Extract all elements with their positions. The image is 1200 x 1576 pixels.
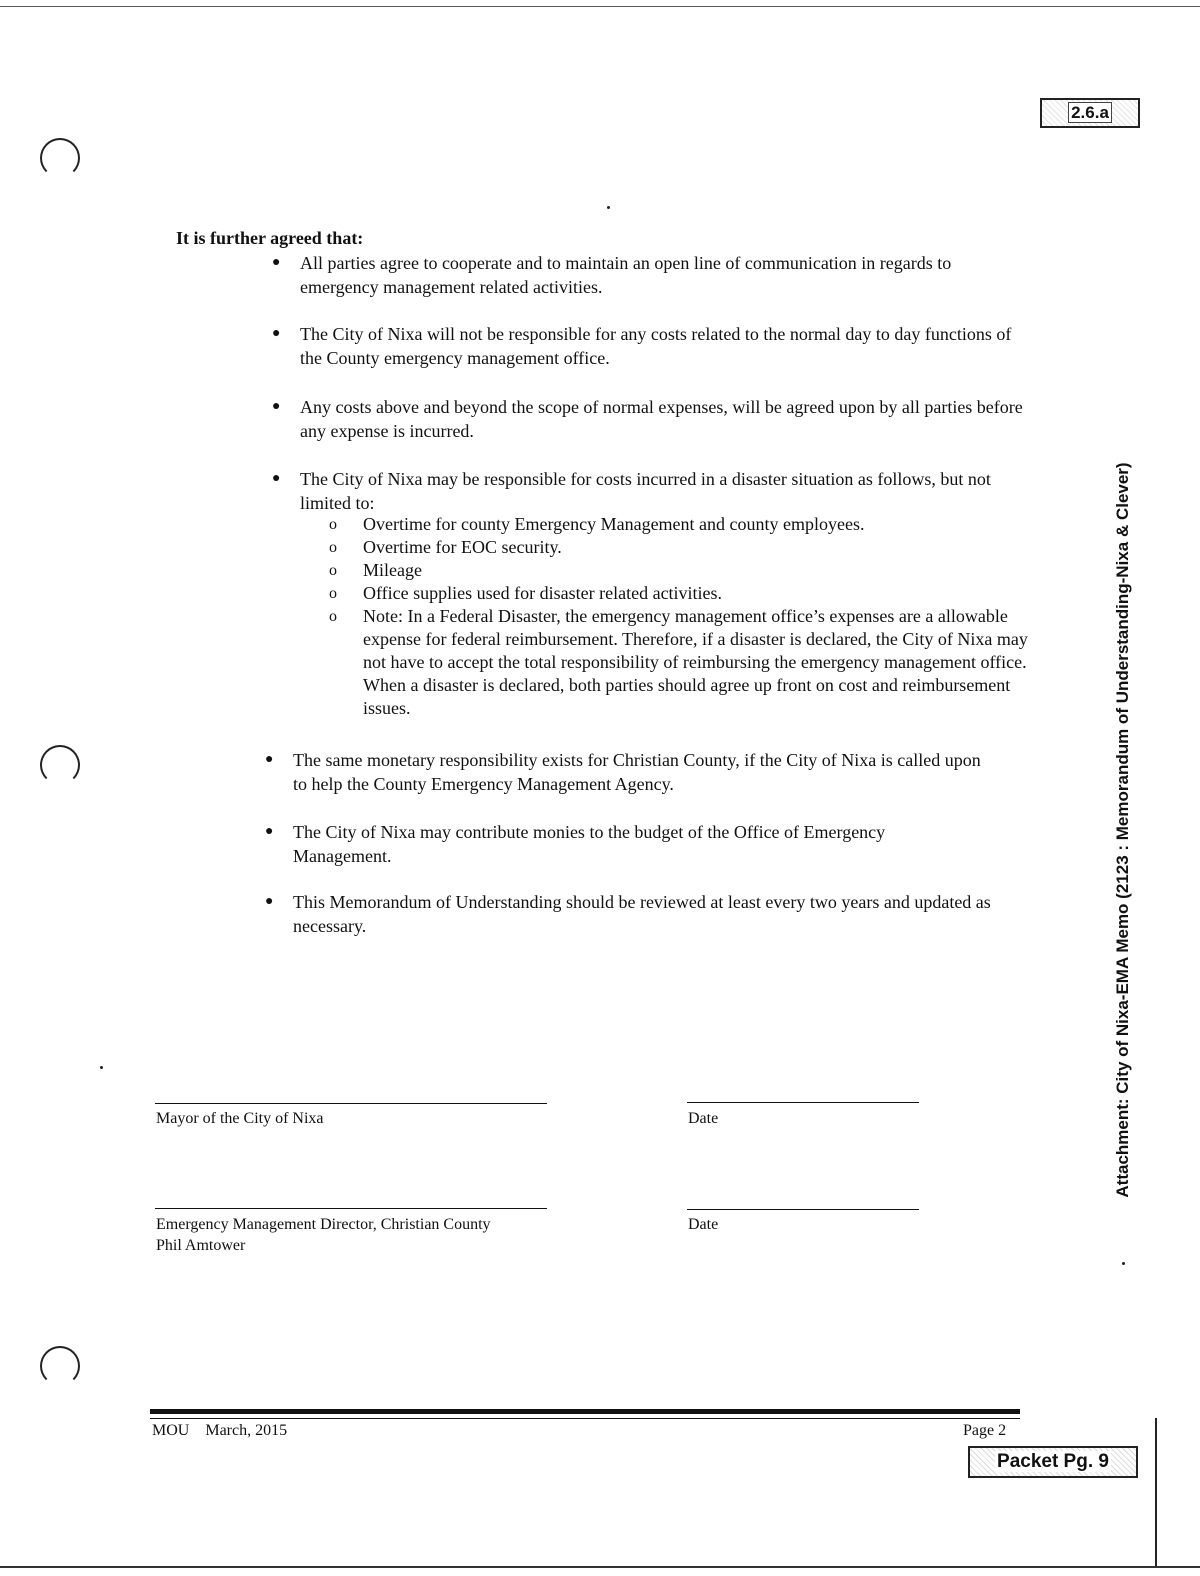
bullet-text: This Memorandum of Understanding should be reviewed at least every two years and updated as necessary. [293,892,991,936]
bullet-item [272,467,1040,515]
hollow-bullet-icon: o [329,608,337,625]
director-signature-label: Emergency Management Director, Christian County [156,1216,491,1233]
packet-page-badge [968,1446,1138,1478]
sublist-item: o Office supplies used for disaster related activities. [329,583,723,603]
mayor-signature-line [155,1103,547,1104]
bullet-item [272,251,1025,299]
footer-doc-info [152,1422,287,1440]
director-date-line [687,1209,919,1210]
bullet-text: Any costs above and beyond the scope of normal expenses, will be agreed upon by all parties before any expense is incurred. [300,397,1023,441]
bullet-text: The same monetary responsibility exists for Christian County, if the City of Nixa is called upon to help the County Emergency Management Agency. [293,750,981,794]
bullet-dot-icon: ● [272,399,281,414]
sublist-item: o Note: In a Federal Disaster, the emergency management office’s expenses are a allowable expense for federal reimbursement. Therefore, if a disaster is declared, the City of Nixa may not have to accept the total responsibility of reimbursing the emergency management office. When a disaster is declared, both parties should agree up front on cost and reimbursement issues. [329,606,1028,718]
sublist-item: o Overtime for EOC security. [329,537,562,557]
bullet-item [265,820,983,868]
bullet-text: The City of Nixa will not be responsible for any costs related to the normal day to day functions of the County emergency management office. [300,324,1012,368]
sublist-item: o Mileage [329,560,422,580]
bullet-dot-icon: ● [265,894,274,909]
disaster-cost-sublist [329,513,1029,720]
bullet-dot-icon: ● [265,824,274,839]
footer-rule-thin [150,1418,1020,1419]
bullet-text: All parties agree to cooperate and to maintain an open line of communication in regards to emergency management related activities. [300,253,952,297]
bullet-dot-icon: ● [272,255,281,270]
bullet-item [272,395,1025,443]
packet-page-text: Packet Pg. 9 [997,1451,1109,1472]
footer-rule-thick [150,1409,1020,1414]
bullet-text: The City of Nixa may be responsible for costs incurred in a disaster situation as follows, but not limited to: [300,469,991,513]
page-edge-line [1155,1418,1157,1566]
bottom-rule [0,1566,1200,1568]
bullet-dot-icon: ● [265,752,274,767]
hollow-bullet-icon: o [329,562,337,579]
bullet-dot-icon: ● [272,471,281,486]
director-signature-line [155,1208,547,1209]
mayor-signature-label: Mayor of the City of Nixa [156,1110,324,1127]
footer-doc-date: March, 2015 [205,1422,288,1439]
director-name: Phil Amtower [156,1237,246,1254]
footer-page-number: Page 2 [963,1422,1007,1439]
hollow-bullet-icon: o [329,539,337,556]
mayor-date-label: Date [688,1110,719,1127]
mayor-date-line [687,1102,919,1103]
attachment-side-label: Attachment: City of Nixa-EMA Memo (2123 : Memorandum of Understanding-Nixa & Clever) [1113,462,1132,1198]
bullet-text: The City of Nixa may contribute monies to the budget of the Office of Emergency Management. [293,822,886,866]
sublist-item: o Overtime for county Emergency Management and county employees. [329,514,865,534]
bullet-dot-icon: ● [272,326,281,341]
item-tag-text: 2.6.a [1068,102,1112,123]
bullet-item [265,890,1003,938]
director-date-label: Date [688,1216,719,1233]
hollow-bullet-icon: o [329,585,337,602]
footer-doc-code: MOU [152,1422,190,1439]
bullet-item [265,748,993,796]
hollow-bullet-icon: o [329,516,337,533]
agreement-heading: It is further agreed that: [176,228,364,248]
bullet-item [272,322,1025,370]
